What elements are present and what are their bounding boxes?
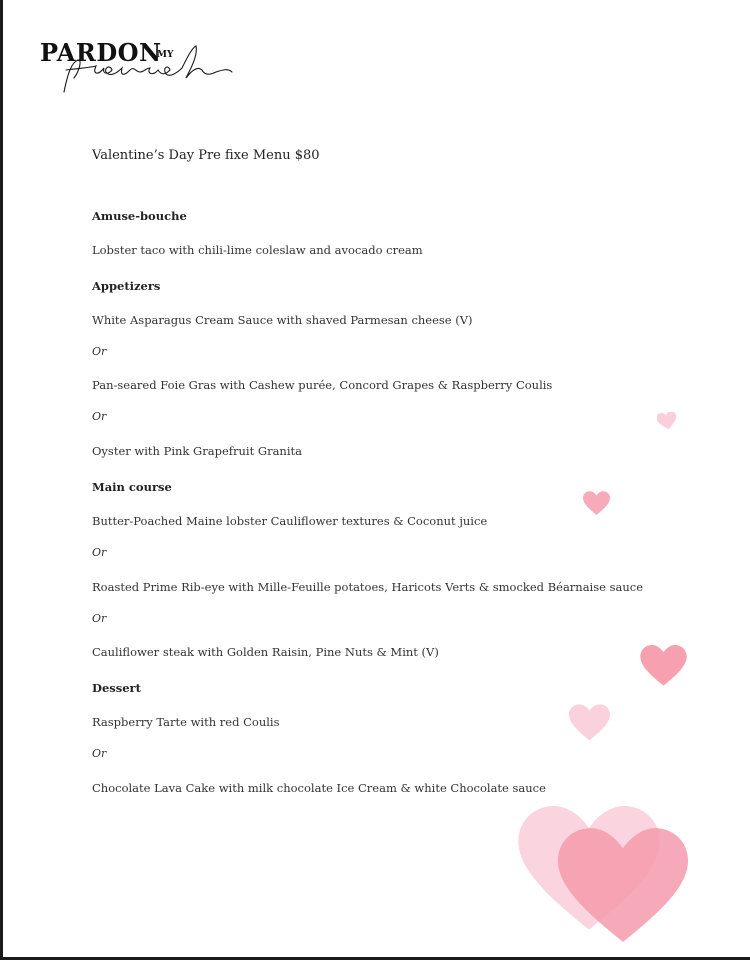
- heart-icon: [569, 704, 610, 742]
- menu-item: Roasted Prime Rib-eye with Mille-Feuille potatoes, Haricots Verts & smocked Béarnaise sauce: [92, 580, 644, 594]
- restaurant-logo: [40, 38, 230, 108]
- logo-wordmark: PARDON: [40, 38, 162, 67]
- or-separator: Or: [92, 747, 107, 760]
- or-separator: Or: [92, 612, 107, 625]
- menu-item: Chocolate Lava Cake with milk chocolate Ice Cream & white Chocolate sauce: [92, 781, 546, 795]
- or-separator: Or: [92, 546, 107, 559]
- heart-icon: [558, 828, 688, 946]
- menu-item: Butter-Poached Maine lobster Cauliflower textures & Coconut juice: [92, 514, 488, 528]
- page-edge-left: [0, 0, 3, 960]
- heart-icon: [657, 412, 677, 430]
- logo-script-french: [58, 42, 233, 102]
- menu-item: Lobster taco with chili-lime coleslaw and avocado cream: [92, 243, 423, 257]
- section-title-amuse-bouche: Amuse-bouche: [92, 209, 187, 223]
- or-separator: Or: [92, 410, 107, 423]
- menu-item: Raspberry Tarte with red Coulis: [92, 715, 280, 729]
- menu-item: Cauliflower steak with Golden Raisin, Pine Nuts & Mint (V): [92, 645, 439, 659]
- section-title-appetizers: Appetizers: [92, 279, 161, 293]
- heart-icon: [640, 645, 687, 687]
- menu-item: White Asparagus Cream Sauce with shaved Parmesan cheese (V): [92, 313, 473, 327]
- section-title-main-course: Main course: [92, 480, 172, 494]
- heart-icon: [583, 491, 610, 516]
- section-title-dessert: Dessert: [92, 681, 141, 695]
- menu-item: Pan-seared Foie Gras with Cashew purée, Concord Grapes & Raspberry Coulis: [92, 378, 553, 392]
- menu-title: Valentine’s Day Pre fixe Menu $80: [92, 148, 320, 163]
- or-separator: Or: [92, 345, 107, 358]
- menu-item: Oyster with Pink Grapefruit Granita: [92, 444, 302, 458]
- logo-small-word: MY: [157, 50, 174, 60]
